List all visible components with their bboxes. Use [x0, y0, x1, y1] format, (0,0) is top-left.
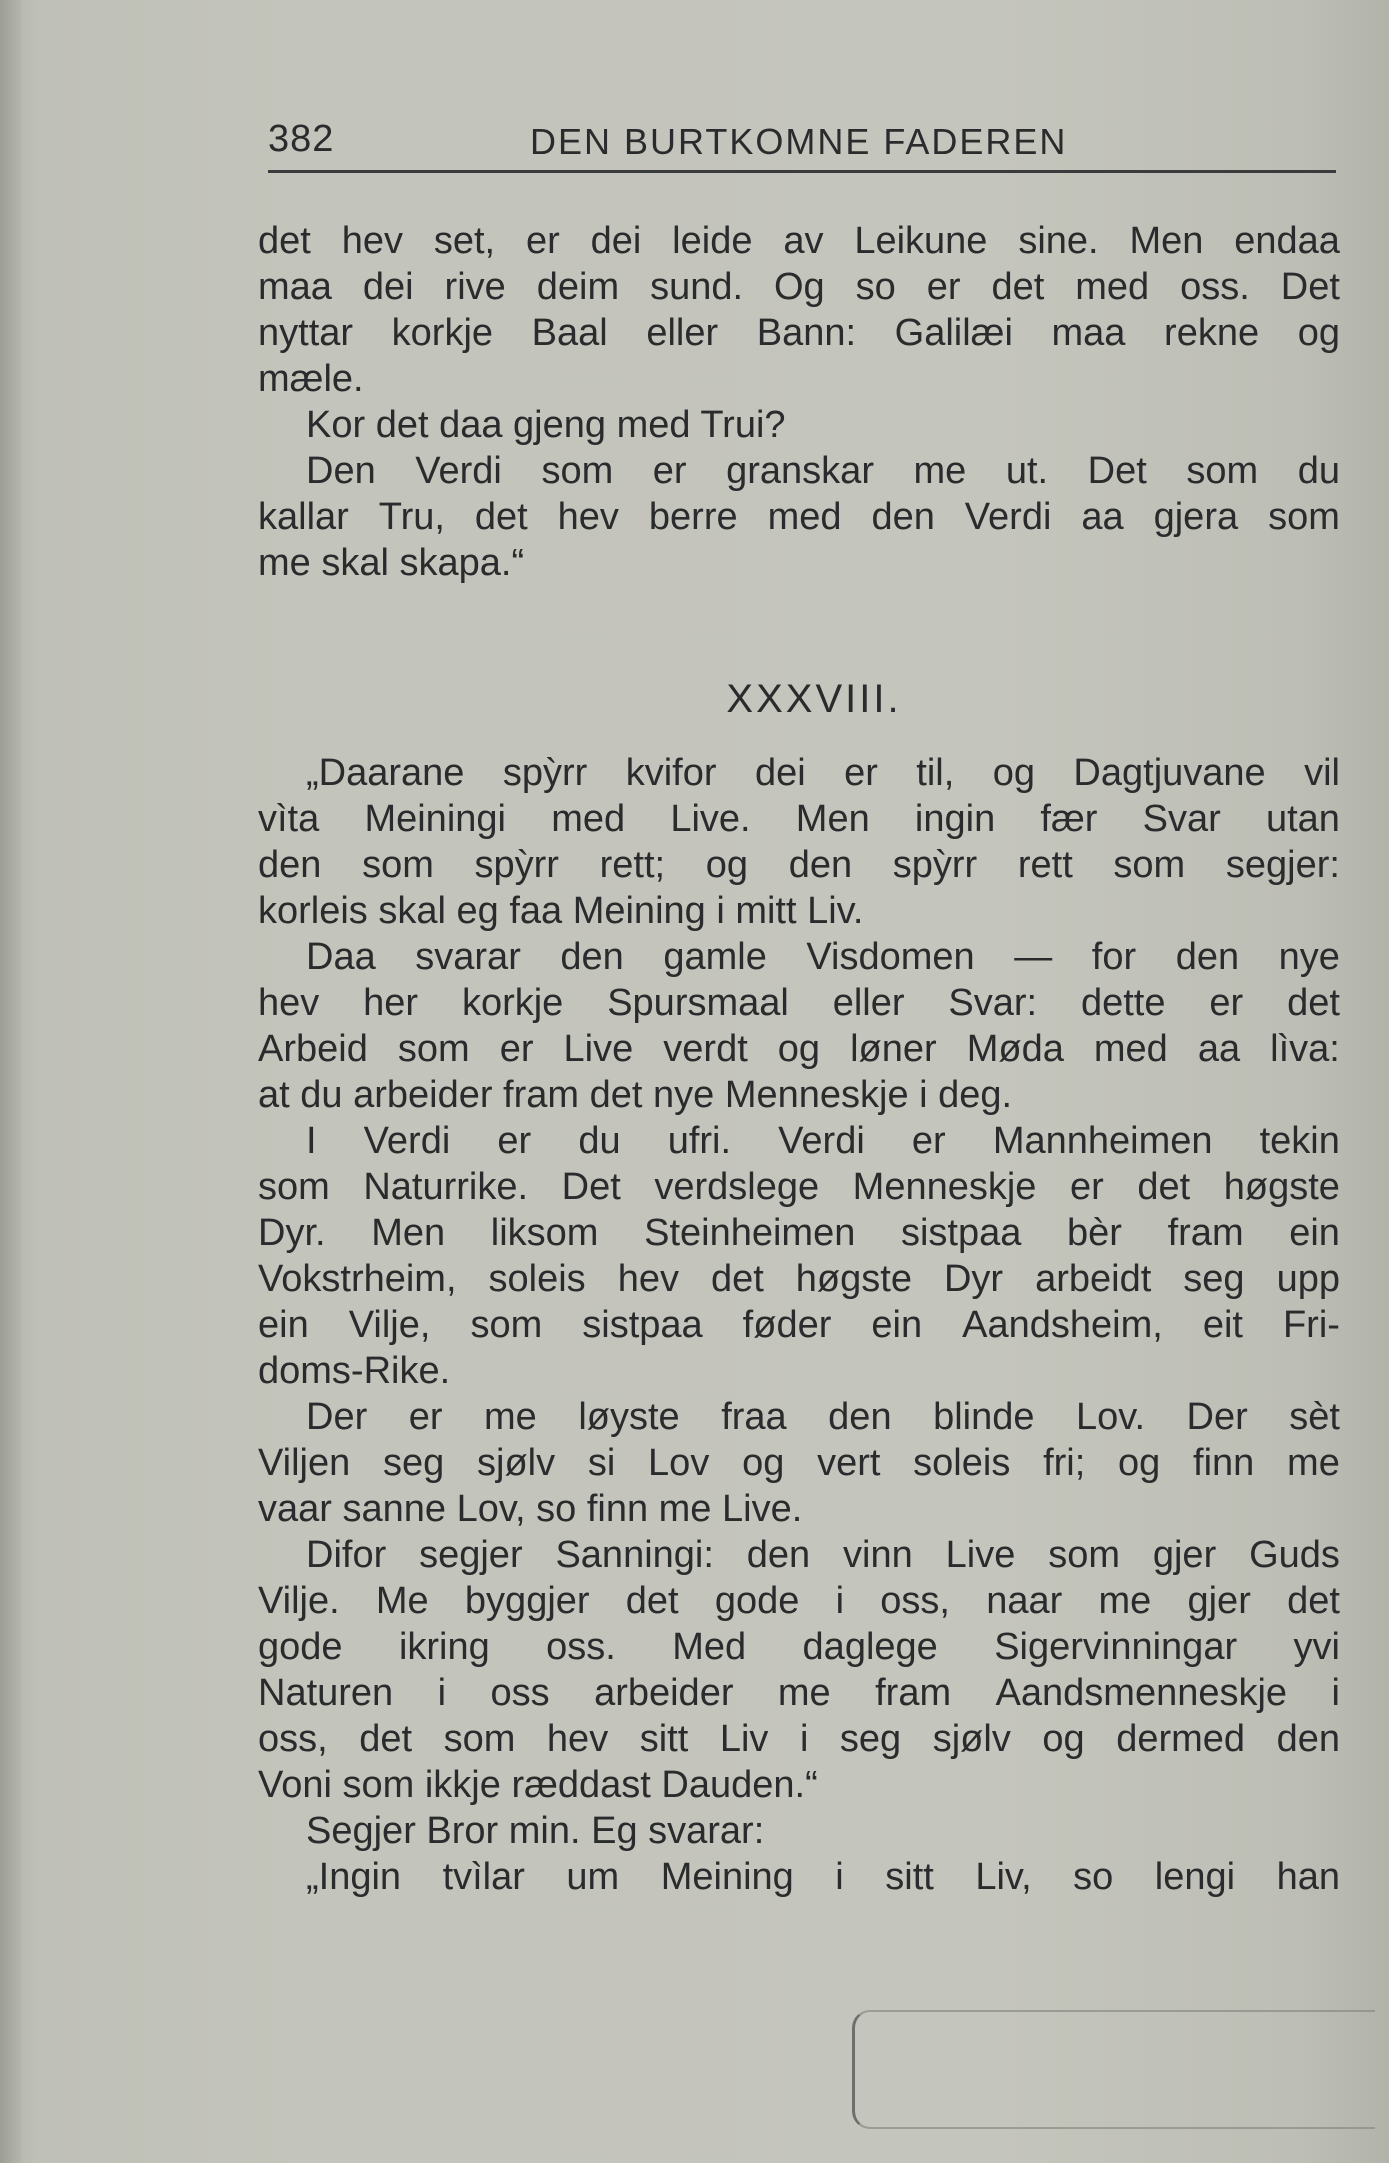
text-line: Der er me løyste fraa den blinde Lov. Der sèt — [306, 1396, 1340, 1438]
text-line: Arbeid som er Live verdt og løner Møda med aa lìva: — [258, 1028, 1340, 1070]
page-number: 382 — [268, 118, 335, 160]
text-line: Dyr. Men liksom Steinheimen sistpaa bèr fram ein — [258, 1212, 1340, 1254]
text-line: nyttar korkje Baal eller Bann: Galilæi maa rekne og — [258, 312, 1340, 354]
paragraph — [258, 448, 1340, 586]
paragraph — [258, 218, 1340, 402]
body-text — [258, 218, 1340, 1900]
paragraph — [258, 1854, 1340, 1900]
text-line: „Daarane spỳrr kvifor dei er til, og Dagtjuvane vil — [306, 752, 1340, 794]
text-line: doms-Rike. — [258, 1350, 451, 1392]
text-line: som Naturrike. Det verdslege Menneskje er det høgste — [258, 1166, 1340, 1208]
paragraph — [258, 750, 1340, 934]
text-line: Vokstrheim, soleis hev det høgste Dyr arbeidt seg upp — [258, 1258, 1340, 1300]
text-line: me skal skapa.“ — [258, 542, 525, 584]
text-line: Viljen seg sjølv si Lov og vert soleis fri; og finn me — [258, 1442, 1340, 1484]
text-line: mæle. — [258, 358, 364, 400]
text-line: Den Verdi som er granskar me ut. Det som du — [306, 450, 1340, 492]
text-line: gode ikring oss. Med daglege Sigervinningar yvi — [258, 1626, 1340, 1668]
text-line: vìta Meiningi med Live. Men ingin fær Svar utan — [258, 798, 1340, 840]
page-header — [268, 118, 1334, 164]
text-line: Vilje. Me byggjer det gode i oss, naar me gjer det — [258, 1580, 1340, 1622]
text-line: hev her korkje Spursmaal eller Svar: dette er det — [258, 982, 1340, 1024]
paragraph — [258, 1532, 1340, 1808]
text-line: Voni som ikkje ræddast Dauden.“ — [258, 1764, 818, 1806]
text-line: at du arbeider fram det nye Menneskje i deg. — [258, 1074, 1013, 1116]
running-title: DEN BURTKOMNE FADEREN — [530, 121, 1068, 162]
text-line: oss, det som hev sitt Liv i seg sjølv og dermed den — [258, 1718, 1340, 1760]
paragraph — [258, 1808, 1340, 1854]
text-line: kallar Tru, det hev berre med den Verdi aa gjera som — [258, 496, 1340, 538]
page-gutter — [0, 0, 22, 2163]
text-line: „Ingin tvìlar um Meining i sitt Liv, so lengi han — [306, 1856, 1340, 1898]
paragraph — [258, 402, 1340, 448]
text-line: ein Vilje, som sistpaa føder ein Aandsheim, eit Fri- — [258, 1304, 1340, 1346]
text-line: Segjer Bror min. Eg svarar: — [306, 1810, 765, 1852]
page-corner-mark — [852, 2010, 1375, 2129]
text-line: I Verdi er du ufri. Verdi er Mannheimen tekin — [306, 1120, 1340, 1162]
paragraph — [258, 934, 1340, 1118]
header-rule — [268, 170, 1336, 173]
chapter-heading: XXXVIII. — [726, 677, 902, 721]
paragraph — [258, 1118, 1340, 1394]
text-line: Difor segjer Sanningi: den vinn Live som gjer Guds — [306, 1534, 1340, 1576]
text-line: vaar sanne Lov, so finn me Live. — [258, 1488, 803, 1530]
text-line: Kor det daa gjeng med Trui? — [306, 404, 786, 446]
text-line: Daa svarar den gamle Visdomen — for den nye — [306, 936, 1340, 978]
paragraph — [258, 1394, 1340, 1532]
text-line: maa dei rive deim sund. Og so er det med oss. Det — [258, 266, 1340, 308]
text-line: det hev set, er dei leide av Leikune sine. Men endaa — [258, 220, 1340, 262]
text-line: korleis skal eg faa Meining i mitt Liv. — [258, 890, 864, 932]
text-line: Naturen i oss arbeider me fram Aandsmenneskje i — [258, 1672, 1340, 1714]
text-line: den som spỳrr rett; og den spỳrr rett som segjer: — [258, 844, 1340, 886]
